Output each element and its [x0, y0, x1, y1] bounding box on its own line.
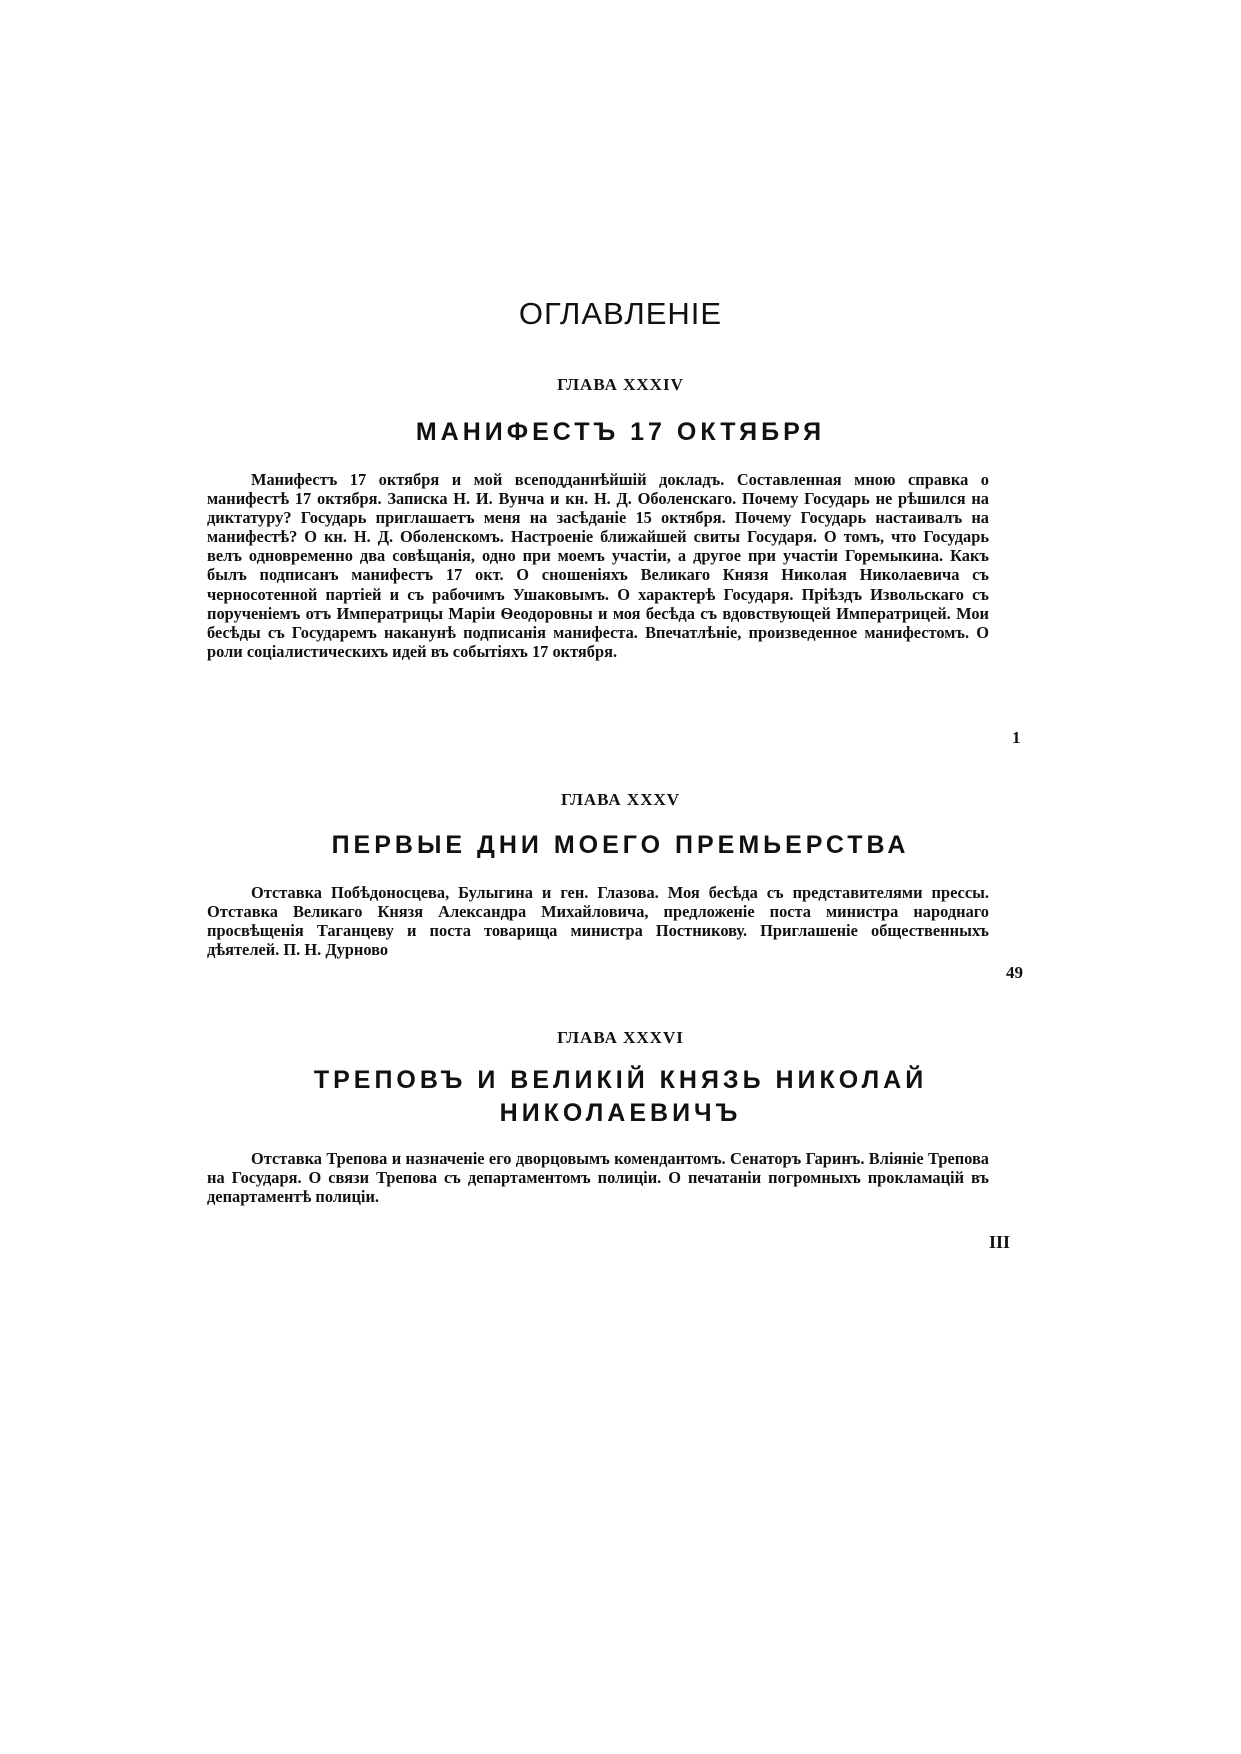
page-folio: III: [988, 1232, 1010, 1252]
chapter-number: ГЛАВА XXXV: [560, 790, 681, 809]
chapter-summary: Отставка Трепова и назначеніе его дворцовымъ комендантомъ. Сенаторъ Гаринъ. Вліяніе Трепова на Государя. О связи Трепова съ департаментомъ полиціи. О печатаніи погромныхъ прокламацій въ департаментѣ полиціи.: [207, 1149, 989, 1207]
chapter-summary: Отставка Побѣдоносцева, Булыгина и ген. Глазова. Моя бесѣда съ представителями прессы. Отставка Великаго Князя Александра Михайловича, предложеніе поста министра народнаго просвѣщенія Таганцеву и поста товарища министра Постникову. Приглашеніе общественныхъ дѣятелей. П. Н. Дурново: [207, 883, 989, 960]
chapter-summary: Манифестъ 17 октября и мой всеподданнѣйшій докладъ. Составленная мною справка о манифестѣ 17 октября. Записка Н. И. Вунча и кн. Н. Д. Оболенскаго. Почему Государь не рѣшился на диктатуру? Государь приглашаетъ меня на засѣданіе 15 октября. Почему Государь настаивалъ на манифестѣ? О кн. Н. Д. Оболенскомъ. Настроеніе ближайшей свиты Государя. О томъ, что Государь велъ одновременно два совѣщанія, одно при моемъ участіи, а другое при участіи Горемыкина. Какъ былъ подписанъ манифестъ 17 окт. О сношеніяхъ Великаго Князя Николая Николаевича съ черносотенной партіей и съ рабочимъ Ушаковымъ. О характерѣ Государя. Пріѣздъ Извольскаго съ порученіемъ отъ Императрицы Маріи Ѳеодоровны и моя бесѣда съ вдовствующей Императрицей. Мои бесѣды съ Государемъ наканунѣ подписанія манифеста. Впечатлѣніе, произведенное манифестомъ. О роли соціалистическихъ идей въ событіяхъ 17 октября.: [207, 470, 989, 661]
chapter-title: ПЕРВЫЕ ДНИ МОЕГО ПРЕМЬЕРСТВА: [331, 831, 910, 859]
chapter-title: МАНИФЕСТЪ 17 ОКТЯБРЯ: [415, 418, 826, 446]
chapter-title-line-1: ТРЕПОВЪ И ВЕЛИКІЙ КНЯЗЬ НИКОЛАЙ: [313, 1066, 928, 1094]
toc-heading: ОГЛАВЛЕНІЕ: [518, 296, 723, 331]
chapter-number: ГЛАВА XXXVI: [557, 1028, 684, 1047]
chapter-number: ГЛАВА XXXIV: [557, 375, 684, 394]
page-number: 49: [1006, 963, 1023, 982]
page-number: 1: [1012, 728, 1021, 747]
chapter-title-line-2: НИКОЛАЕВИЧЪ: [499, 1099, 742, 1127]
